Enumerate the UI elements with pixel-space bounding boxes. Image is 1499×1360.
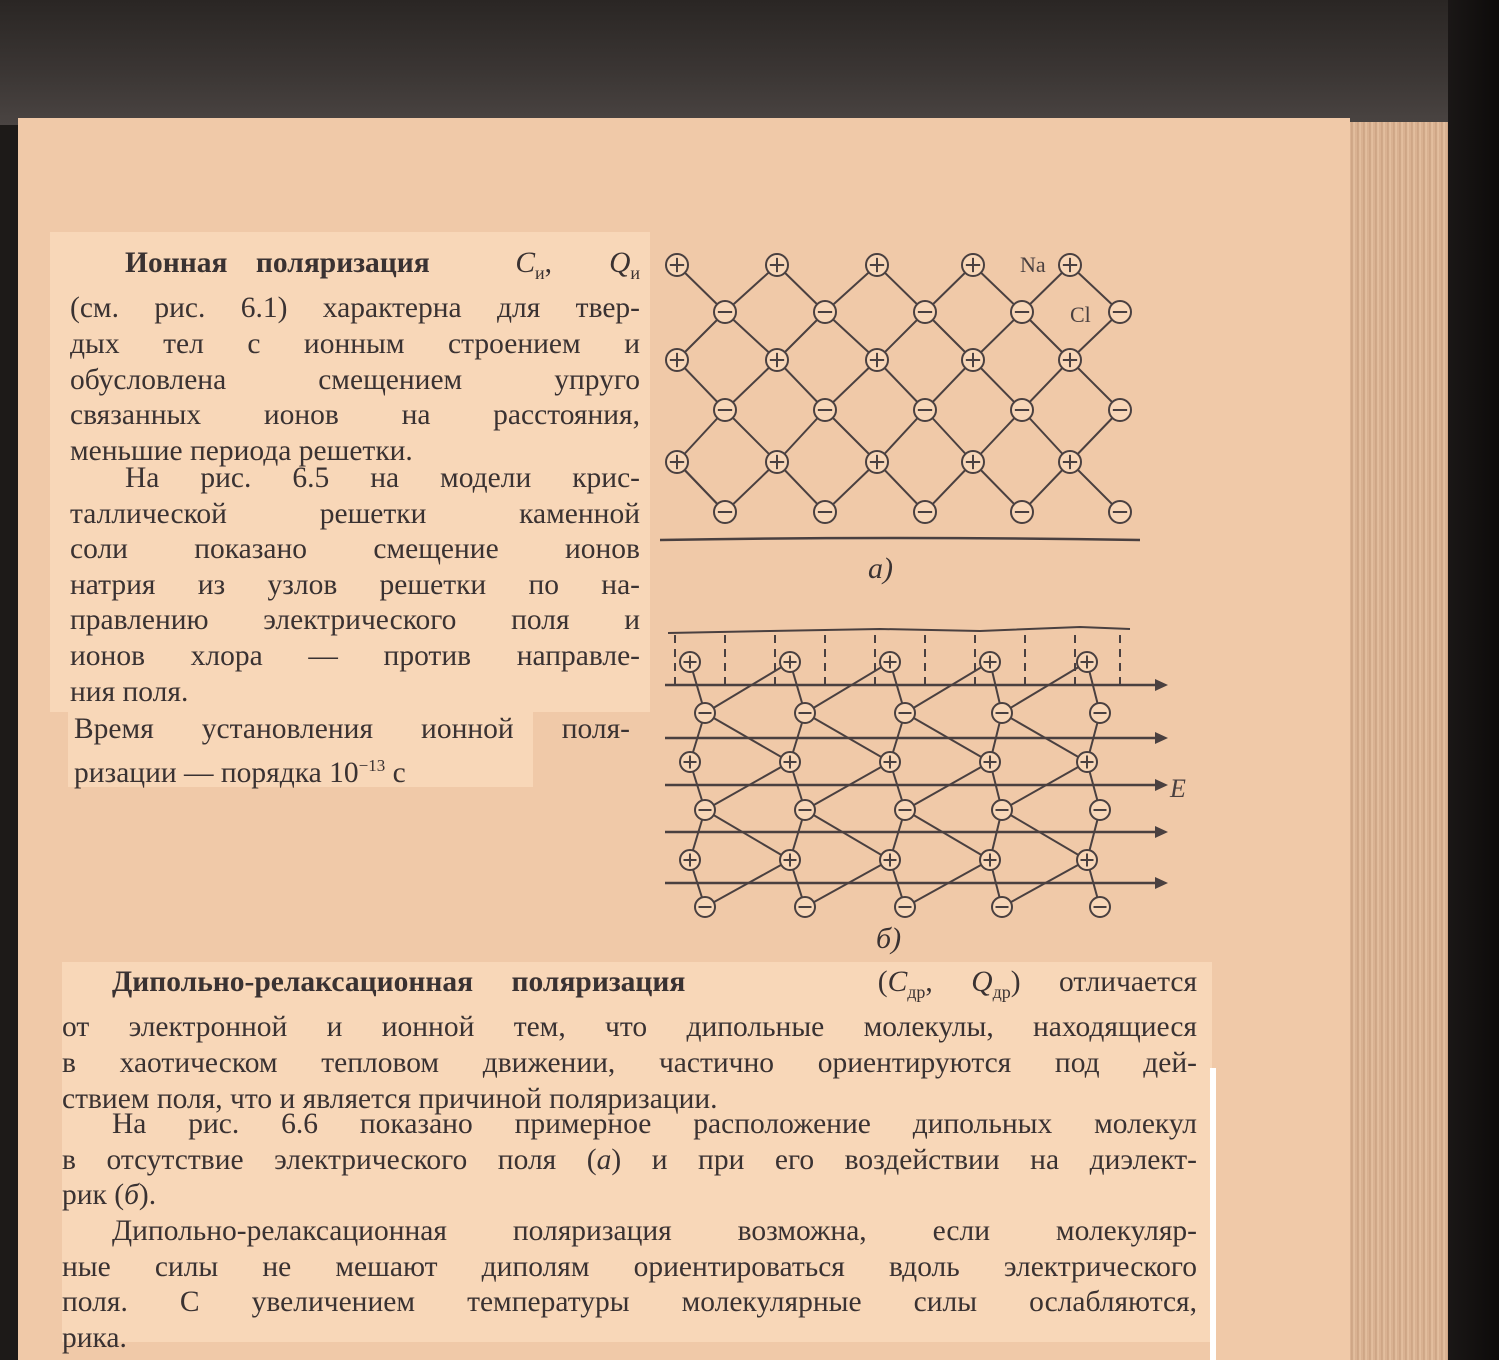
- chlorine-ion-minus: [1109, 501, 1131, 523]
- text-line: Дипольно-релаксационная поляризация возможна, если молекуляр-: [112, 1215, 1197, 1247]
- text-line: ния поля.: [70, 675, 189, 708]
- chlorine-ion-minus: [714, 301, 736, 323]
- sodium-ion-plus: [1077, 652, 1097, 672]
- sodium-ion-plus: [680, 752, 700, 772]
- caption-b: б): [876, 922, 902, 955]
- chlorine-ion-minus: [795, 703, 815, 723]
- chlorine-ion-minus: [914, 501, 936, 523]
- lattice-bond: [705, 810, 790, 860]
- chlorine-ion-minus: [992, 703, 1012, 723]
- sodium-ion-plus: [880, 652, 900, 672]
- sodium-ion-plus: [680, 850, 700, 870]
- text-line: связанных ионов на расстояния,: [70, 399, 640, 432]
- chlorine-ion-minus: [1011, 399, 1033, 421]
- text-line: Дипольно-релаксационная поляризация ($С_{др}$, $Q_{др}$) отличается: [112, 966, 1198, 1002]
- chlorine-ion-minus: [895, 897, 915, 917]
- text-line: поля. С увеличением температуры молекулярные силы ослабляются,: [62, 1286, 1197, 1319]
- chlorine-ion-minus: [695, 703, 715, 723]
- sodium-ion-plus: [980, 752, 1000, 772]
- chlorine-ion-minus: [1090, 897, 1110, 917]
- sodium-ion-plus: [866, 451, 888, 473]
- text-line: меньшие периода решетки.: [70, 434, 413, 467]
- text-line: рик (б).: [62, 1179, 157, 1212]
- page-edges: [1350, 122, 1448, 1360]
- sodium-ion-plus: [1077, 850, 1097, 870]
- sodium-ion-plus: [666, 254, 688, 276]
- label-na: Na: [1020, 252, 1046, 277]
- sodium-ion-plus: [780, 652, 800, 672]
- sodium-ion-plus: [880, 850, 900, 870]
- text-line: ионов хлора — против направле-: [70, 639, 640, 672]
- sodium-ion-plus: [766, 451, 788, 473]
- chlorine-ion-minus: [814, 301, 836, 323]
- lattice-bond: [905, 810, 990, 860]
- field-arrow: [1155, 779, 1168, 791]
- chlorine-ion-minus: [695, 800, 715, 820]
- text-line: обусловлена смещением упруго: [70, 363, 640, 396]
- chlorine-ion-minus: [895, 800, 915, 820]
- paragraph-fig-6-6: [62, 1107, 1197, 1214]
- field-arrow: [1155, 732, 1168, 744]
- field-arrow: [1155, 679, 1168, 691]
- label-field-e: E: [1170, 774, 1186, 803]
- field-arrow: [1155, 826, 1168, 838]
- text-line: от электронной и ионной тем, что дипольные молекулы, находящиеся: [62, 1011, 1197, 1044]
- chlorine-ion-minus: [814, 399, 836, 421]
- sodium-ion-plus: [962, 349, 984, 371]
- paragraph-rock-salt-model: [70, 461, 640, 710]
- sodium-ion-plus: [766, 349, 788, 371]
- chlorine-ion-minus: [914, 301, 936, 323]
- chlorine-ion-minus: [1090, 800, 1110, 820]
- sodium-ion-plus: [666, 451, 688, 473]
- sodium-ion-plus: [766, 254, 788, 276]
- chlorine-ion-minus: [895, 703, 915, 723]
- text-line: соли показано смещение ионов: [70, 533, 640, 566]
- scan-artifact: [1210, 1068, 1216, 1360]
- chlorine-ion-minus: [914, 399, 936, 421]
- text-line: правлению электрического поля и: [70, 604, 640, 637]
- text-line: На рис. 6.6 показано примерное расположение дипольных молекул: [112, 1108, 1197, 1140]
- sodium-ion-plus: [980, 850, 1000, 870]
- figure-lattice-b: [650, 615, 1210, 940]
- sodium-ion-plus: [962, 451, 984, 473]
- sodium-ion-plus: [866, 254, 888, 276]
- text-line: рика.: [62, 1321, 127, 1354]
- text-line: в хаотическом тепловом движении, частично ориентируются под дей-: [62, 1047, 1197, 1080]
- figure-lattice-a: [650, 240, 1170, 565]
- chlorine-ion-minus: [1109, 399, 1131, 421]
- sodium-ion-plus: [962, 254, 984, 276]
- paragraph-ionic-polarization: Ионная поляризация $С_и$, $Q_и$ (см. рис. 6.1) характерна для твер- дых тел с ионным строением и обусловлена смещением упруго связанных ионов на расстояния, меньшие периода решетки.: [70, 246, 640, 469]
- lattice-bond: [805, 810, 890, 860]
- chlorine-ion-minus: [1109, 301, 1131, 323]
- sodium-ion-plus: [866, 349, 888, 371]
- text-line: натрия из узлов решетки по на-: [70, 568, 640, 601]
- text-line: На рис. 6.5 на модели крис-: [125, 462, 640, 494]
- chlorine-ion-minus: [1011, 501, 1033, 523]
- term-dipole-relaxation: Дипольно-релаксационная поляризация: [112, 966, 686, 998]
- exponent: −13: [358, 755, 386, 775]
- text-line: в отсутствие электрического поля (а) и при его воздействии на диэлект-: [62, 1143, 1197, 1176]
- caption-a: а): [868, 552, 893, 585]
- lattice-bond: [705, 662, 790, 713]
- boundary-line: [668, 627, 1130, 633]
- text-line: таллической решетки каменной: [70, 497, 640, 530]
- chlorine-ion-minus: [992, 897, 1012, 917]
- base-line: [660, 538, 1140, 540]
- lattice-bond: [805, 662, 890, 713]
- paragraph-setup-time: [74, 712, 630, 791]
- sodium-ion-plus: [666, 349, 688, 371]
- sodium-ion-plus: [680, 652, 700, 672]
- book-shadow: [0, 0, 1499, 125]
- text-line: ные силы не мешают диполям ориентироваться вдоль электрического: [62, 1250, 1197, 1283]
- paragraph-dipole-relaxation: [62, 965, 1197, 1117]
- text-line: ризации — порядка $10^{-13}$ с: [74, 755, 406, 789]
- sodium-ion-plus: [880, 752, 900, 772]
- sodium-ion-plus: [780, 850, 800, 870]
- text-line: (см. рис. 6.1) характерна для твер-: [70, 292, 640, 325]
- paragraph-temperature: [62, 1214, 1197, 1356]
- chlorine-ion-minus: [714, 501, 736, 523]
- sodium-ion-plus: [1077, 752, 1097, 772]
- lattice-bond: [905, 662, 990, 713]
- chlorine-ion-minus: [992, 800, 1012, 820]
- sodium-ion-plus: [780, 752, 800, 772]
- lattice-bond: [1002, 810, 1087, 860]
- chlorine-ion-minus: [795, 897, 815, 917]
- sodium-ion-plus: [980, 652, 1000, 672]
- sodium-ion-plus: [1059, 451, 1081, 473]
- book-cover-edge: [1448, 0, 1499, 1360]
- text-line: Время установления ионной поля-: [74, 713, 630, 745]
- label-cl: Cl: [1070, 302, 1091, 327]
- chlorine-ion-minus: [714, 399, 736, 421]
- chlorine-ion-minus: [695, 897, 715, 917]
- text-line: ствием поля, что и является причиной поляризации.: [62, 1082, 718, 1115]
- chlorine-ion-minus: [1011, 301, 1033, 323]
- term-ionic-polarization: Ионная поляризация: [125, 247, 430, 279]
- chlorine-ion-minus: [1090, 703, 1110, 723]
- chlorine-ion-minus: [814, 501, 836, 523]
- chlorine-ion-minus: [795, 800, 815, 820]
- sodium-ion-plus: [1059, 349, 1081, 371]
- text-line: дых тел с ионным строением и: [70, 328, 640, 361]
- sodium-ion-plus: [1059, 254, 1081, 276]
- lattice-bond: [1002, 662, 1087, 713]
- field-arrow: [1155, 877, 1168, 889]
